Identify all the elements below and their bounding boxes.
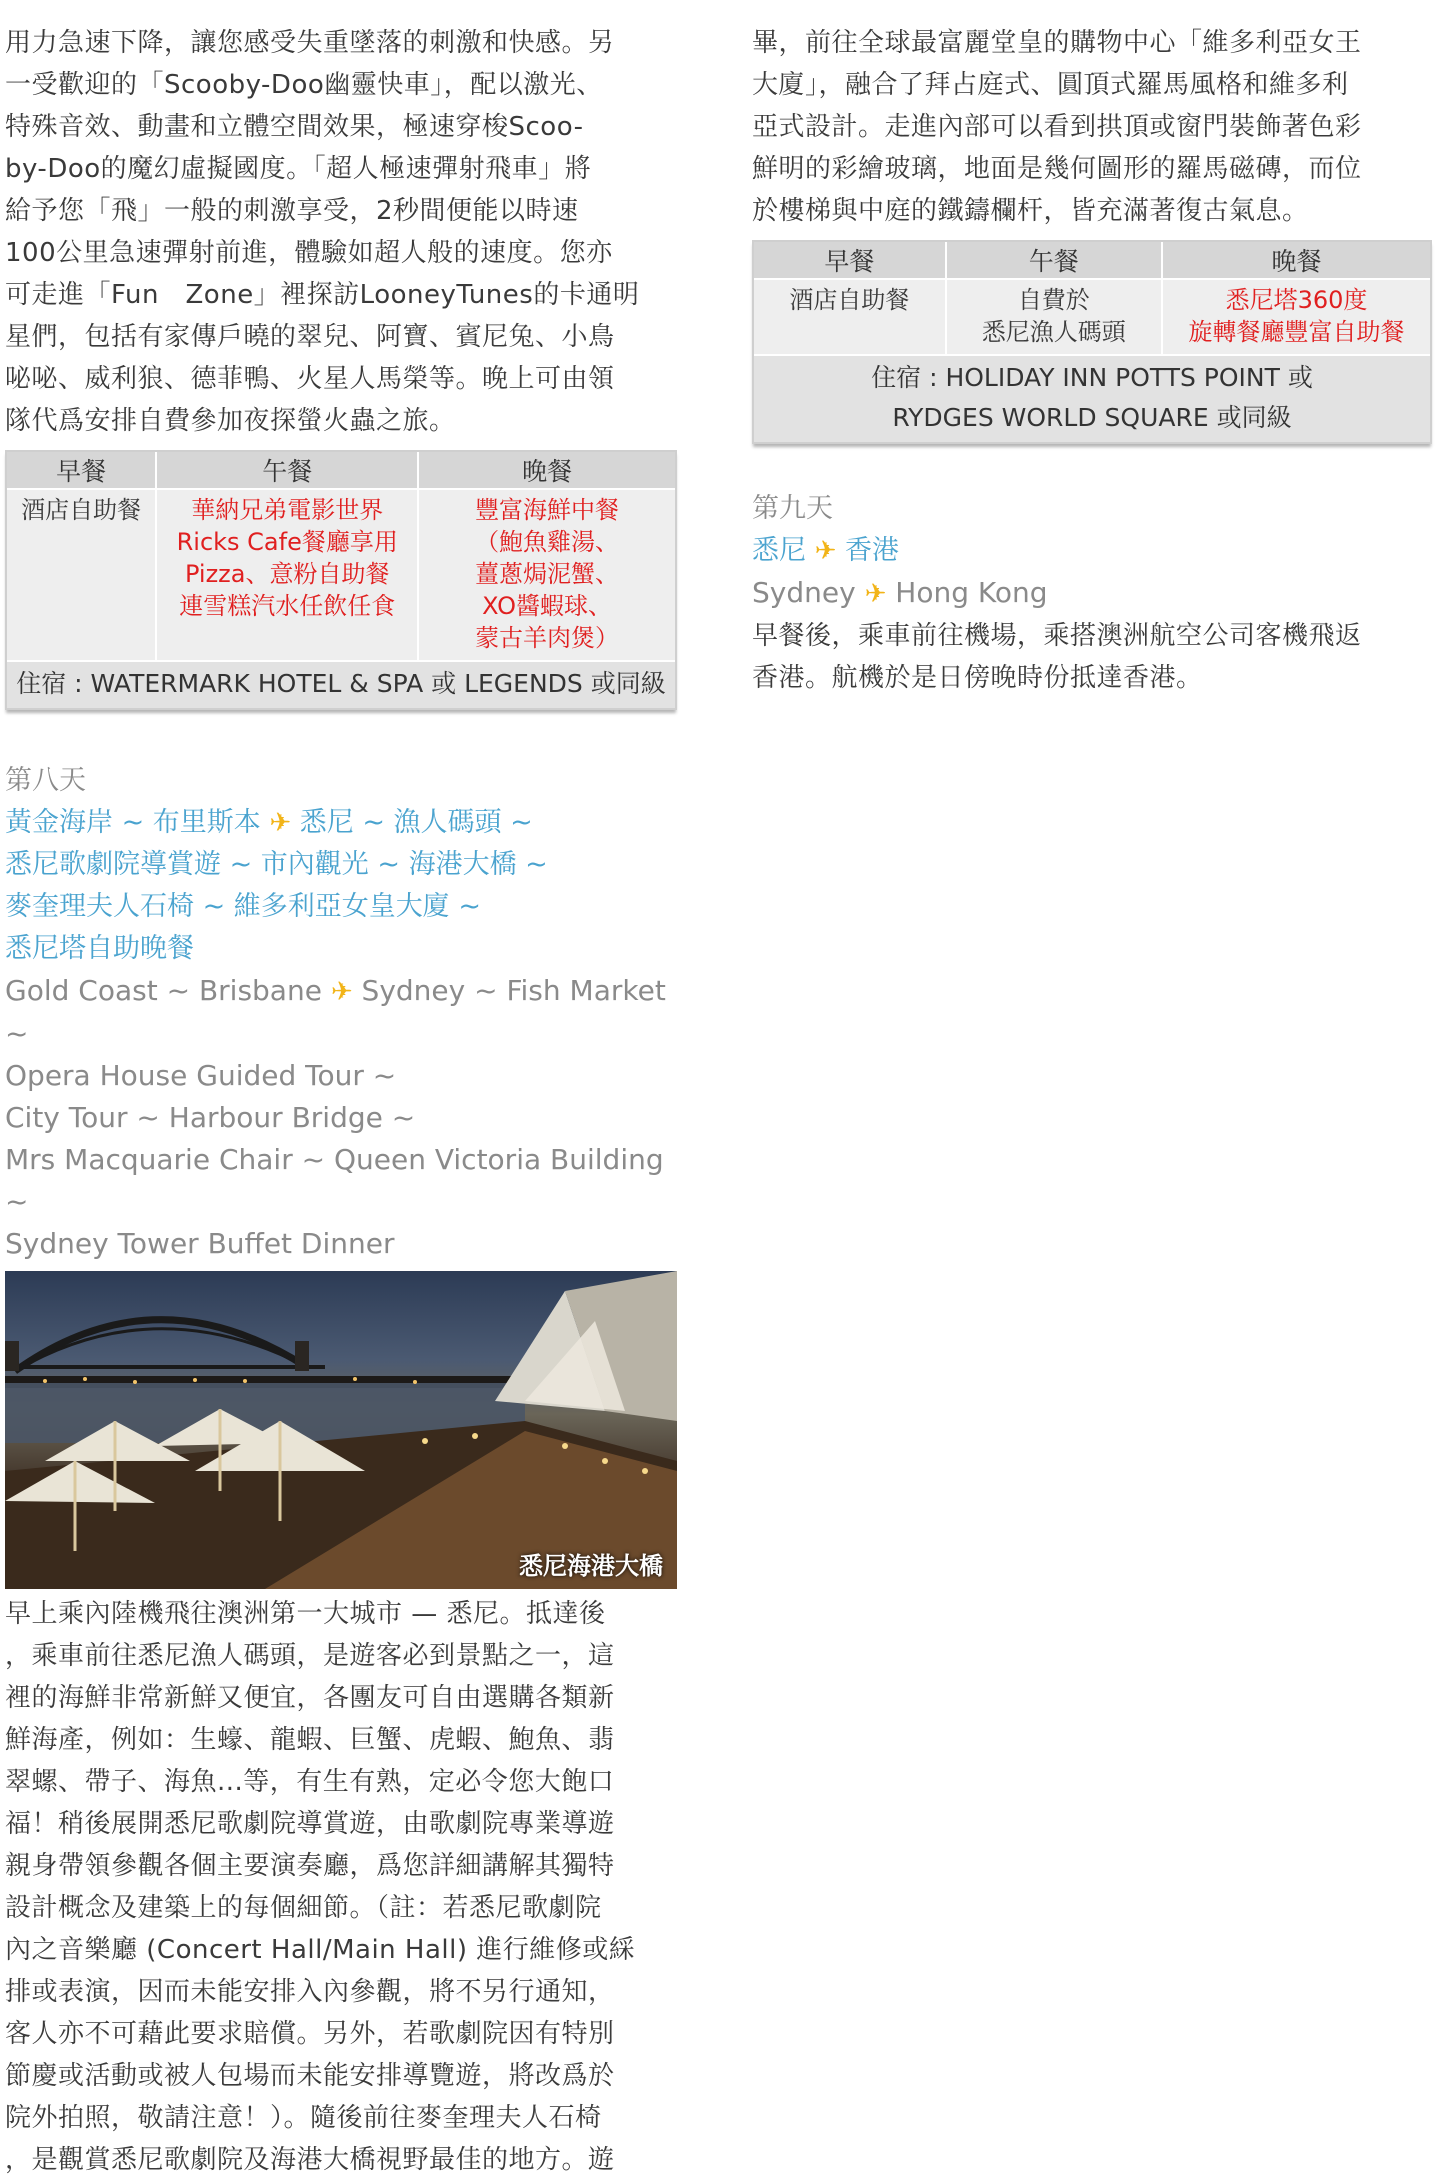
meal-breakfast-cell bbox=[754, 280, 947, 354]
route-line: 悉尼歌劇院導賞遊 ~ 市內觀光 ~ 海港大橋 ~ bbox=[5, 849, 548, 880]
meal-header-dinner: 晚餐 bbox=[1163, 242, 1430, 280]
route-text: 悉尼 bbox=[752, 535, 815, 566]
meal-text: 連雪糕汽水任飲任食 bbox=[179, 592, 396, 620]
accommodation-text: 住宿 : WATERMARK HOTEL & SPA 或 LEGENDS 或同級 bbox=[16, 669, 666, 698]
meal-text: 酒店自助餐 bbox=[21, 496, 142, 524]
harbour-bridge-photo bbox=[5, 1271, 677, 1589]
plane-icon: ✈ bbox=[330, 977, 353, 1007]
day7-meal-table bbox=[5, 450, 677, 710]
route-text: Sydney ~ Fish Market ~ bbox=[5, 974, 666, 1050]
route-line: Mrs Macquarie Chair ~ Queen Victoria Building ~ bbox=[5, 1143, 664, 1218]
accommodation-text: RYDGES WORLD SQUARE 或同級 bbox=[892, 403, 1292, 432]
day8-route-chinese bbox=[5, 802, 677, 970]
meal-text: 旋轉餐廳豐富自助餐 bbox=[1188, 318, 1405, 346]
text-line: 用力急速下降，讓您感受失重墜落的刺激和快感。另 bbox=[5, 28, 615, 58]
meal-text: 薑蔥焗泥蟹、 bbox=[475, 560, 620, 588]
text-line: by-Doo的魔幻虛擬國度。「超人極速彈射飛車」將 bbox=[5, 154, 592, 184]
harbour-night-illustration bbox=[5, 1271, 677, 1589]
meal-text: 豐富海鮮中餐 bbox=[475, 496, 620, 524]
day9-route-english bbox=[752, 572, 1432, 615]
day8-meal-table bbox=[752, 240, 1432, 444]
text-line: ，乘車前往悉尼漁人碼頭，是遊客必到景點之一，這 bbox=[5, 1641, 615, 1671]
route-text: Sydney bbox=[752, 576, 865, 609]
route-text: Hong Kong bbox=[886, 576, 1048, 609]
meal-dinner-cell bbox=[1163, 280, 1430, 354]
photo-caption: 悉尼海港大橋 bbox=[519, 1552, 663, 1580]
accommodation-cell bbox=[754, 354, 1430, 442]
text-line: 福！稍後展開悉尼歌劇院導賞遊，由歌劇院專業導遊 bbox=[5, 1809, 615, 1839]
meal-text: XO醬蝦球、 bbox=[482, 592, 612, 620]
text-line: 隊代爲安排自費參加夜探螢火蟲之旅。 bbox=[5, 406, 456, 436]
right-column bbox=[752, 22, 1432, 699]
meal-text: Pizza、意粉自助餐 bbox=[184, 560, 390, 588]
day9-route-chinese bbox=[752, 530, 1432, 572]
text-line: 100公里急速彈射前進，體驗如超人般的速度。您亦 bbox=[5, 238, 613, 268]
day9-label: 第九天 bbox=[752, 493, 833, 524]
text-line: 香港。航機於是日傍晚時份抵達香港。 bbox=[752, 663, 1203, 693]
text-line: 特殊音效、動畫和立體空間效果，極速穿梭Scoo- bbox=[5, 112, 584, 142]
text-line: 可走進「Fun Zone」裡探訪LooneyTunes的卡通明 bbox=[5, 280, 640, 310]
text-line: 設計概念及建築上的每個細節。（註：若悉尼歌劇院 bbox=[5, 1893, 602, 1923]
meal-breakfast-cell bbox=[7, 490, 157, 660]
day8-description-continued bbox=[752, 22, 1432, 232]
accommodation-text: 住宿 : HOLIDAY INN POTTS POINT 或 bbox=[871, 363, 1313, 392]
route-line bbox=[5, 970, 677, 1055]
text-line: 大廈」，融合了拜占庭式、圓頂式羅馬風格和維多利 bbox=[752, 70, 1349, 100]
meal-lunch-cell bbox=[947, 280, 1163, 354]
plane-icon: ✈ bbox=[814, 536, 837, 566]
text-line: 親身帶領參觀各個主要演奏廳，爲您詳細講解其獨特 bbox=[5, 1851, 615, 1881]
meal-text: 酒店自助餐 bbox=[789, 286, 910, 314]
meal-header-breakfast: 早餐 bbox=[7, 452, 157, 490]
meal-header-breakfast: 早餐 bbox=[754, 242, 947, 280]
meal-text: （鮑魚雞湯、 bbox=[475, 528, 620, 556]
plane-icon: ✈ bbox=[269, 808, 292, 838]
text-line: 給予您「飛」一般的刺激享受，2秒間便能以時速 bbox=[5, 196, 579, 226]
day7-description bbox=[5, 22, 677, 442]
route-line: Opera House Guided Tour ~ bbox=[5, 1059, 397, 1092]
meal-lunch-cell bbox=[157, 490, 419, 660]
text-line: 一受歡迎的「Scooby-Doo幽靈快車」，配以激光、 bbox=[5, 70, 603, 100]
text-line: 院外拍照，敬請注意！）。隨後前往麥奎理夫人石椅 bbox=[5, 2103, 602, 2133]
text-line: 裡的海鮮非常新鮮又便宜，各團友可自由選購各類新 bbox=[5, 1683, 615, 1713]
meal-header-lunch: 午餐 bbox=[157, 452, 419, 490]
text-line: 客人亦不可藉此要求賠償。另外，若歌劇院因有特別 bbox=[5, 2019, 615, 2049]
day9-description bbox=[752, 615, 1432, 699]
text-line: 畢，前往全球最富麗堂皇的購物中心「維多利亞女王 bbox=[752, 28, 1362, 58]
route-text: Gold Coast ~ Brisbane bbox=[5, 974, 331, 1007]
text-line: 早餐後，乘車前往機場，乘搭澳洲航空公司客機飛返 bbox=[752, 621, 1362, 651]
route-line: City Tour ~ Harbour Bridge ~ bbox=[5, 1101, 416, 1134]
meal-header-dinner: 晚餐 bbox=[419, 452, 675, 490]
text-line: 內之音樂廳 (Concert Hall/Main Hall) 進行維修或綵 bbox=[5, 1935, 636, 1965]
meal-dinner-cell bbox=[419, 490, 675, 660]
left-column bbox=[5, 22, 677, 2181]
text-line: 鮮海產，例如：生蠔、龍蝦、巨蟹、虎蝦、鮑魚、翡 bbox=[5, 1725, 615, 1755]
meal-text: 悉尼塔360度 bbox=[1225, 286, 1368, 314]
text-line: 鮮明的彩繪玻璃，地面是幾何圖形的羅馬磁磚，而位 bbox=[752, 154, 1362, 184]
route-text: 香港 bbox=[836, 535, 899, 566]
plane-icon: ✈ bbox=[864, 579, 887, 609]
accommodation-cell bbox=[7, 660, 675, 708]
text-line: 排或表演，因而未能安排入內參觀，將不另行通知， bbox=[5, 1977, 615, 2007]
route-text: 悉尼 ~ 漁人碼頭 ~ bbox=[291, 807, 533, 838]
route-line: Sydney Tower Buffet Dinner bbox=[5, 1227, 395, 1260]
meal-text: Ricks Cafe餐廳享用 bbox=[176, 528, 398, 556]
route-text: 黃金海岸 ~ 布里斯本 bbox=[5, 807, 270, 838]
meal-text: 華納兄弟電影世界 bbox=[191, 496, 384, 524]
route-line: 悉尼塔自助晚餐 bbox=[5, 933, 194, 964]
text-line: 翠螺、帶子、海魚...等，有生有熟，定必令您大飽口 bbox=[5, 1767, 615, 1797]
text-line: 星們，包括有家傳戶曉的翠兒、阿寶、賓尼兔、小鳥 bbox=[5, 322, 615, 352]
meal-text: 自費於 bbox=[1017, 286, 1090, 314]
text-line: 咇咇、威利狼、德菲鴨、火星人馬榮等。晚上可由領 bbox=[5, 364, 615, 394]
meal-text: 悉尼漁人碼頭 bbox=[981, 318, 1126, 346]
day8-description bbox=[5, 1593, 677, 2181]
meal-header-lunch: 午餐 bbox=[947, 242, 1163, 280]
text-line: 節慶或活動或被人包場而未能安排導覽遊，將改爲於 bbox=[5, 2061, 615, 2091]
text-line: 早上乘內陸機飛往澳洲第一大城市 — 悉尼。抵達後 bbox=[5, 1599, 606, 1629]
day8-route-english bbox=[5, 970, 677, 1265]
text-line: 於樓梯與中庭的鐵鑄欄杆，皆充滿著復古氣息。 bbox=[752, 196, 1309, 226]
text-line: ，是觀賞悉尼歌劇院及海港大橋視野最佳的地方。遊 bbox=[5, 2145, 615, 2175]
route-line bbox=[5, 802, 677, 844]
route-line: 麥奎理夫人石椅 ~ 維多利亞女皇大廈 ~ bbox=[5, 891, 481, 922]
meal-text: 蒙古羊肉煲） bbox=[475, 624, 620, 652]
text-line: 亞式設計。走進內部可以看到拱頂或窗門裝飾著色彩 bbox=[752, 112, 1362, 142]
day8-label: 第八天 bbox=[5, 765, 86, 796]
